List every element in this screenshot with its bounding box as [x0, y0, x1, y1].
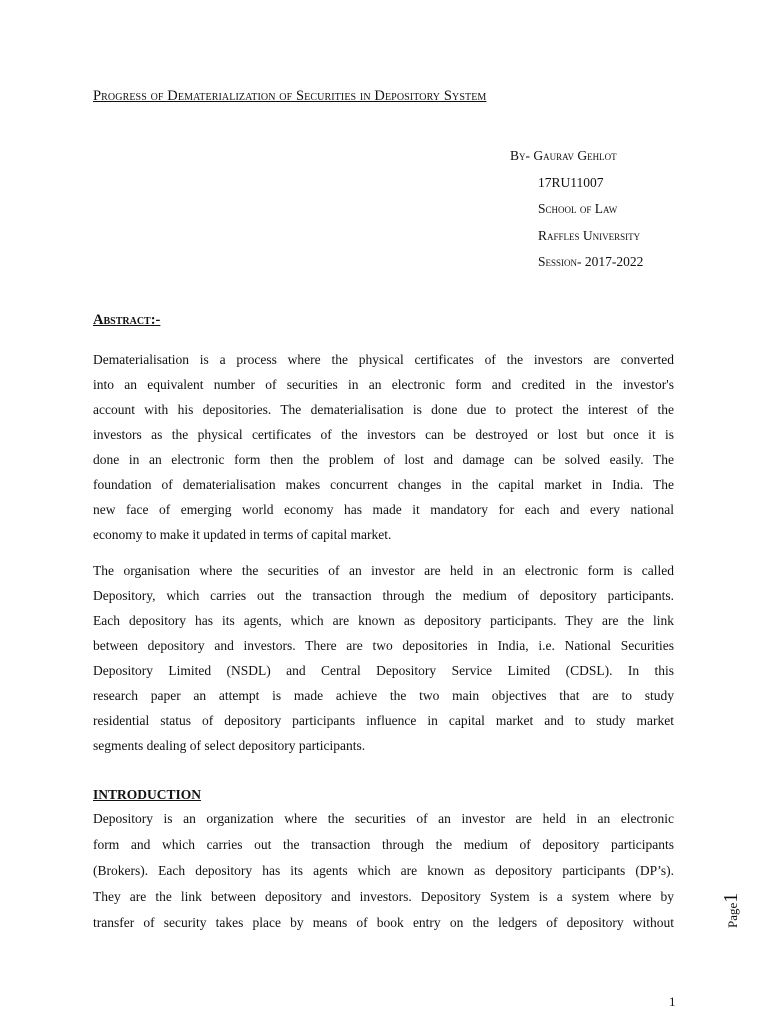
text-line: account with his depositories. The dematerialisation is done due to protect the interest of the — [93, 402, 674, 417]
text-line: foundation of dematerialisation makes concurrent changes in the capital market in India. The — [93, 477, 674, 492]
university-name: Raffles University — [538, 228, 641, 243]
text-line: between depository and investors. There are two depositories in India, i.e. National Securities — [93, 638, 674, 653]
author-name: By- Gaurav Gehlot — [510, 148, 617, 163]
roll-number: 17RU11007 — [538, 175, 604, 190]
document-title: Progress of Dematerialization of Securities in Depository System — [93, 88, 487, 104]
introduction-heading: INTRODUCTION — [93, 787, 202, 802]
page-side-marker — [720, 888, 744, 928]
introduction-paragraph — [93, 806, 674, 936]
text-line: Dematerialisation is a process where the physical certificates of the investors are converted — [93, 352, 674, 367]
abstract-heading-text: Abstract: — [93, 312, 156, 328]
text-line: Depository Limited (NSDL) and Central Depository Service Limited (CDSL). In this — [93, 663, 674, 678]
page-marker-label: Page — [725, 902, 740, 928]
text-line: Each depository has its agents, which are known as depository participants. They are the link — [93, 613, 674, 628]
text-line: new face of emerging world economy has made it mandatory for each and every national — [93, 502, 674, 517]
text-line: done in an electronic form then the problem of lost and damage can be solved easily. The — [93, 452, 674, 467]
footer-page-number: 1 — [669, 994, 676, 1009]
text-line: transfer of security takes place by means of book entry on the ledgers of depository without — [93, 915, 674, 930]
page-marker-number: 1 — [720, 892, 742, 903]
text-line: segments dealing of select depository participants. — [93, 738, 366, 753]
text-line: research paper an attempt is made achieve the two main objectives that are to study — [93, 688, 674, 703]
text-line: Depository, which carries out the transaction through the medium of depository participants. — [93, 588, 674, 603]
abstract-paragraph-2 — [93, 558, 674, 758]
text-line: into an equivalent number of securities in an electronic form and credited in the investor's — [93, 377, 674, 392]
text-line: The organisation where the securities of an investor are held in an electronic form is called — [93, 563, 674, 578]
text-line: investors as the physical certificates of the investors can be destroyed or lost but once it is — [93, 427, 674, 442]
text-line: economy to make it updated in terms of capital market. — [93, 527, 392, 542]
text-line: form and which carries out the transaction through the medium of depository participants — [93, 837, 674, 852]
text-line: (Brokers). Each depository has its agents which are known as depository participants (DP’s). — [93, 863, 674, 878]
abstract-heading — [93, 312, 160, 329]
text-line: Depository is an organization where the securities of an investor are held in an electronic — [93, 811, 674, 826]
abstract-paragraph-1 — [93, 347, 674, 547]
abstract-heading-dash: - — [155, 312, 161, 328]
text-line: residential status of depository participants influence in capital market and to study market — [93, 713, 674, 728]
school-name: School of Law — [538, 201, 618, 216]
text-line: They are the link between depository and investors. Depository System is a system where by — [93, 889, 674, 904]
session-years: Session- 2017-2022 — [538, 254, 644, 269]
